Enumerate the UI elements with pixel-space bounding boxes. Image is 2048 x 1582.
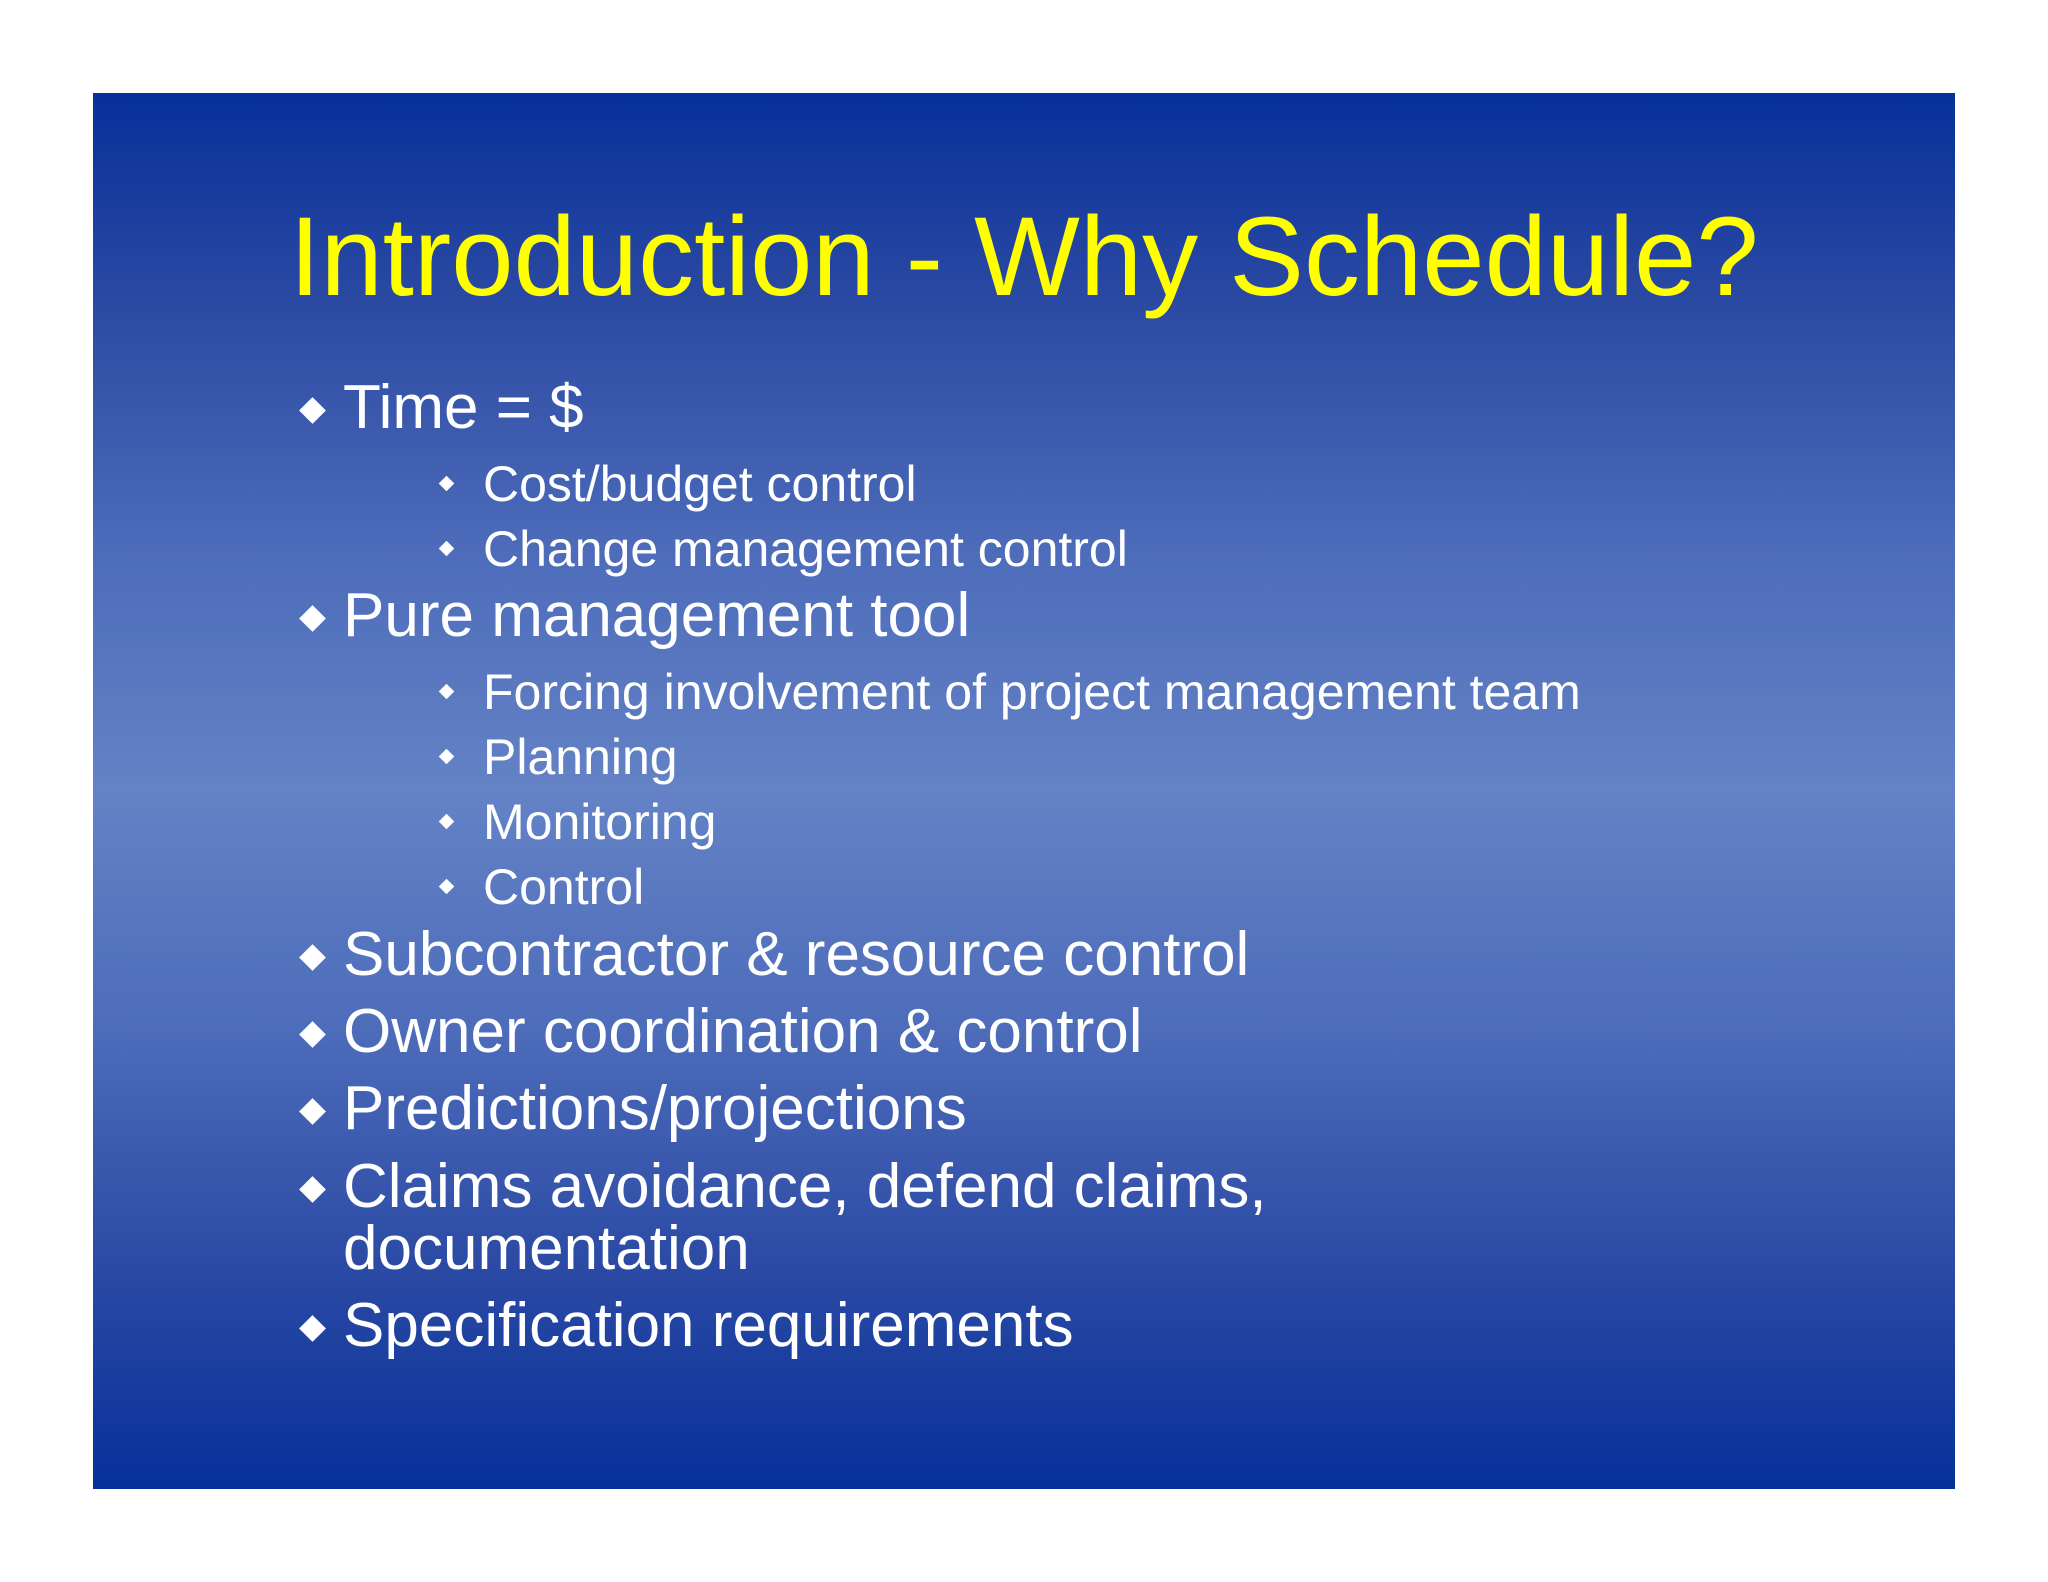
bullet-text: Predictions/projections (343, 1074, 967, 1143)
bullet-text-continuation (343, 1214, 750, 1283)
sub-bullet-item (483, 456, 917, 512)
bullet-text: Pure management tool (343, 581, 971, 650)
diamond-bullet-icon (299, 397, 326, 424)
diamond-bullet-icon (439, 541, 455, 557)
bullet-text: documentation (343, 1214, 750, 1283)
diamond-bullet-icon (439, 814, 455, 830)
sub-bullet-item (483, 859, 645, 915)
sub-bullet-text: Monitoring (483, 794, 717, 850)
sub-bullet-item (483, 794, 717, 850)
sub-bullet-text: Change management control (483, 521, 1128, 577)
diamond-bullet-icon (439, 476, 455, 492)
bullet-text: Subcontractor & resource control (343, 920, 1250, 989)
slide (93, 93, 1955, 1489)
sub-bullet-text: Cost/budget control (483, 456, 917, 512)
bullet-text: Time = $ (343, 373, 584, 442)
sub-bullet-item (483, 521, 1128, 577)
bullet-item (343, 1152, 1267, 1221)
bullet-item (343, 373, 584, 442)
diamond-bullet-icon (299, 605, 326, 632)
sub-bullet-text: Forcing involvement of project management team (483, 664, 1581, 720)
diamond-bullet-icon (439, 749, 455, 765)
bullet-text: Owner coordination & control (343, 997, 1143, 1066)
bullet-item (343, 920, 1250, 989)
diamond-bullet-icon (299, 1021, 326, 1048)
bullet-text: Specification requirements (343, 1291, 1074, 1360)
diamond-bullet-icon (299, 944, 326, 971)
diamond-bullet-icon (439, 684, 455, 700)
bullet-item (343, 1074, 967, 1143)
sub-bullet-item (483, 664, 1581, 720)
diamond-bullet-icon (299, 1098, 326, 1125)
slide-title: Introduction - Why Schedule? (289, 194, 1759, 319)
bullet-text: Claims avoidance, defend claims, (343, 1152, 1267, 1221)
diamond-bullet-icon (299, 1315, 326, 1342)
sub-bullet-text: Control (483, 859, 645, 915)
sub-bullet-item (483, 729, 678, 785)
bullet-item (343, 581, 971, 650)
diamond-bullet-icon (299, 1176, 326, 1203)
diamond-bullet-icon (439, 879, 455, 895)
bullet-item (343, 1291, 1074, 1360)
bullet-item (343, 997, 1143, 1066)
sub-bullet-text: Planning (483, 729, 678, 785)
